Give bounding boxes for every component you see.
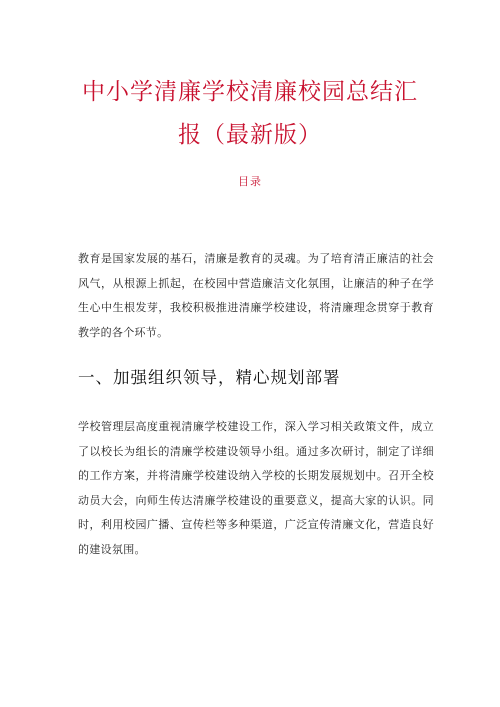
section-paragraph-1: 学校管理层高度重视清廉学校建设工作，深入学习相关政策文件，成立了以校长为组长的清廉学校建设领导小组。通过多次研讨，制定了详细的工作方案，并将清廉学校建设纳入学校的长期发展规划中。召开全校动员大会，向师生传达清廉学校建设的重要意义，提高大家的认识。同时，利用校园广播、宣传栏等多种渠道，广泛宣传清廉文化，营造良好的建设氛围。 bbox=[78, 420, 434, 556]
toc-label[interactable]: 目录 bbox=[238, 175, 262, 188]
intro-paragraph: 教育是国家发展的基石，清廉是教育的灵魂。为了培育清正廉洁的社会风气，从根源上抓起，在校园中营造廉洁文化氛围，让廉洁的种子在学生心中生根发芽，我校积极推进清廉学校建设，将清廉理念贯穿于教育教学的各个环节。 bbox=[78, 252, 434, 339]
document-title-line2: 报（最新版） bbox=[178, 122, 322, 148]
document-title-line1: 中小学清廉学校清廉校园总结汇 bbox=[82, 79, 418, 105]
section-heading-1: 一、加强组织领导，精心规划部署 bbox=[78, 368, 341, 387]
